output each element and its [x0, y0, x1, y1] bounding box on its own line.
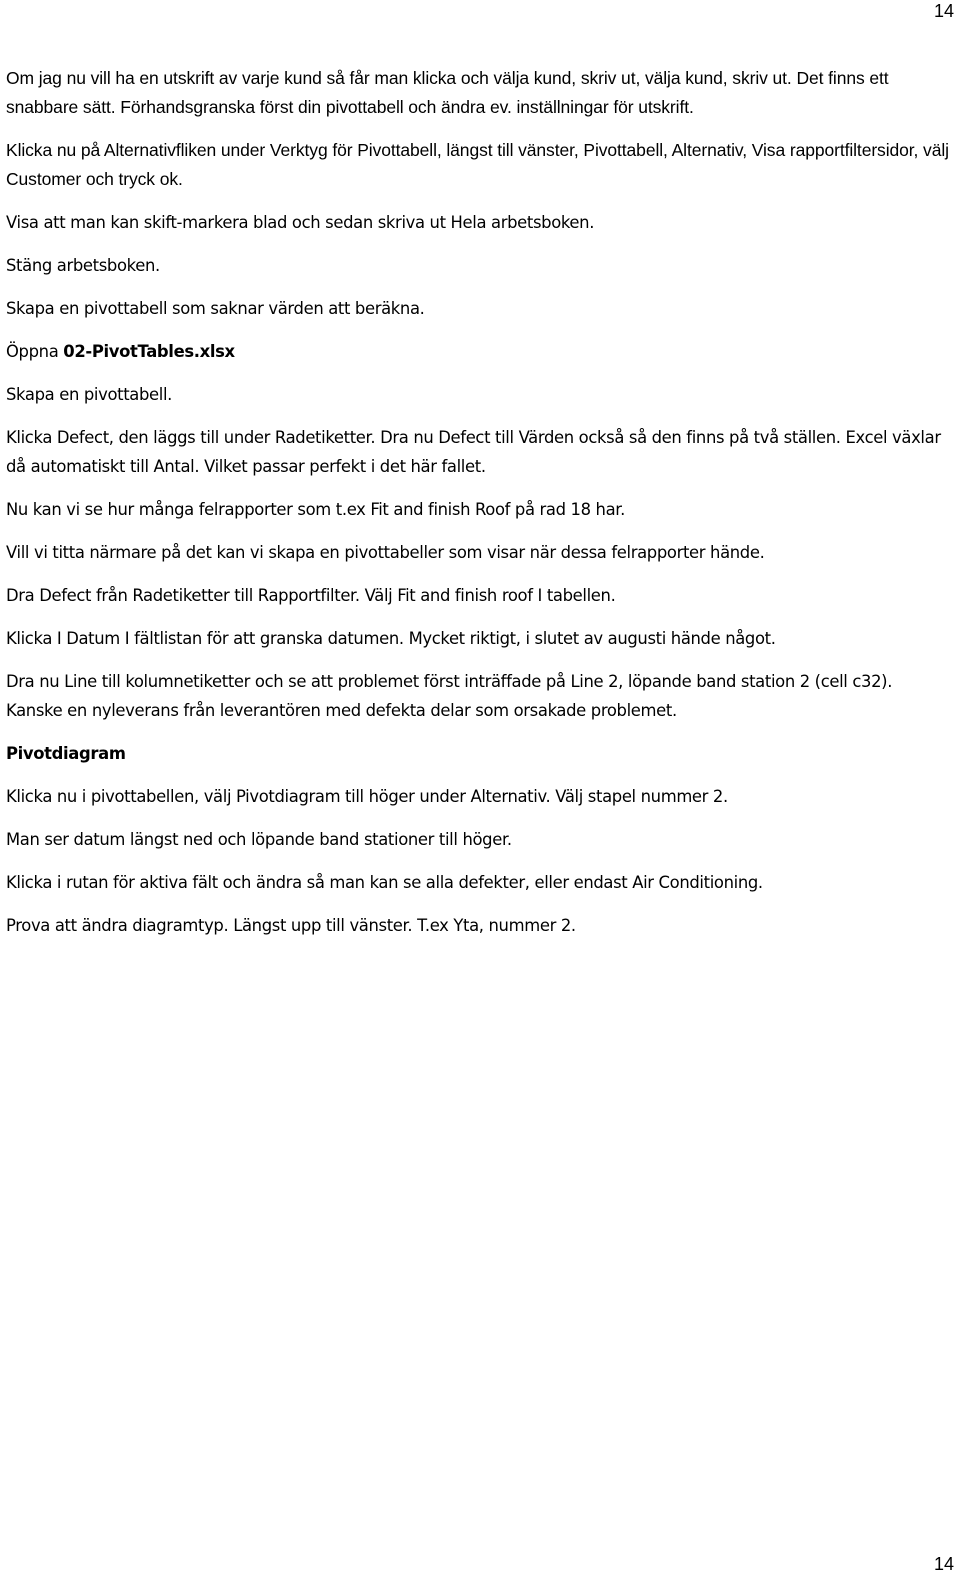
paragraph-defect-labels: Klicka Defect, den läggs till under Radetiketter. Dra nu Defect till Värden också så den finns på två ställen. Excel växlar då automatiskt till Antal. Vilket passar perfekt i det här fallet.: [6, 428, 941, 476]
paragraph-date-axis: Man ser datum längst ned och löpande band stationer till höger.: [6, 830, 512, 849]
paragraph-active-fields: Klicka i rutan för aktiva fält och ändra så man kan se alla defekter, eller endast Air Conditioning.: [6, 873, 763, 892]
paragraph-report-filter: Dra Defect från Radetiketter till Rapportfilter. Välj Fit and finish roof I tabellen.: [6, 586, 616, 605]
open-file-name: 02-PivotTables.xlsx: [63, 342, 235, 361]
paragraph-close-workbook: Stäng arbetsboken.: [6, 256, 160, 275]
document-body: [6, 64, 951, 954]
open-file-prefix: Öppna: [6, 342, 64, 361]
paragraph-create-empty-pivot: Skapa en pivottabell som saknar värden att beräkna.: [6, 299, 425, 318]
paragraph-line-columns: Dra nu Line till kolumnetiketter och se att problemet först inträffade på Line 2, löpande band station 2 (cell c32). Kanske en nyleverans från leverantören med defekta delar som orsakade problemet.: [6, 672, 893, 720]
paragraph-shift-select: Visa att man kan skift-markera blad och sedan skriva ut Hela arbetsboken.: [6, 213, 595, 232]
paragraph-open-file: [6, 337, 951, 366]
section-heading-pivotdiagram: Pivotdiagram: [6, 744, 126, 763]
page-number-bottom: 14: [933, 1554, 954, 1574]
paragraph-fit-and-finish: Nu kan vi se hur många felrapporter som t.ex Fit and finish Roof på rad 18 har.: [6, 500, 626, 519]
paragraph-create-pivot: Skapa en pivottabell.: [6, 385, 173, 404]
paragraph-chart-type: Prova att ändra diagramtyp. Längst upp till vänster. T.ex Yta, nummer 2.: [6, 916, 576, 935]
paragraph-pivotchart: Klicka nu i pivottabellen, välj Pivotdiagram till höger under Alternativ. Välj stapel nummer 2.: [6, 787, 728, 806]
paragraph-date-field: Klicka I Datum I fältlistan för att granska datumen. Mycket riktigt, i slutet av augusti hände något.: [6, 629, 776, 648]
paragraph-alternativ-tab: Klicka nu på Alternativfliken under Verktyg för Pivottabell, längst till vänster, Pivottabell, Alternativ, Visa rapportfiltersidor, välj Customer och tryck ok.: [6, 140, 949, 189]
page-number-top: 14: [933, 1, 954, 21]
paragraph-look-closer: Vill vi titta närmare på det kan vi skapa en pivottabeller som visar när dessa felrapporter hände.: [6, 543, 765, 562]
paragraph-print-per-customer: Om jag nu vill ha en utskrift av varje kund så får man klicka och välja kund, skriv ut, välja kund, skriv ut. Det finns ett snabbare sätt. Förhandsgranska först din pivottabell och ändra ev. inställningar för utskrift.: [6, 68, 889, 117]
